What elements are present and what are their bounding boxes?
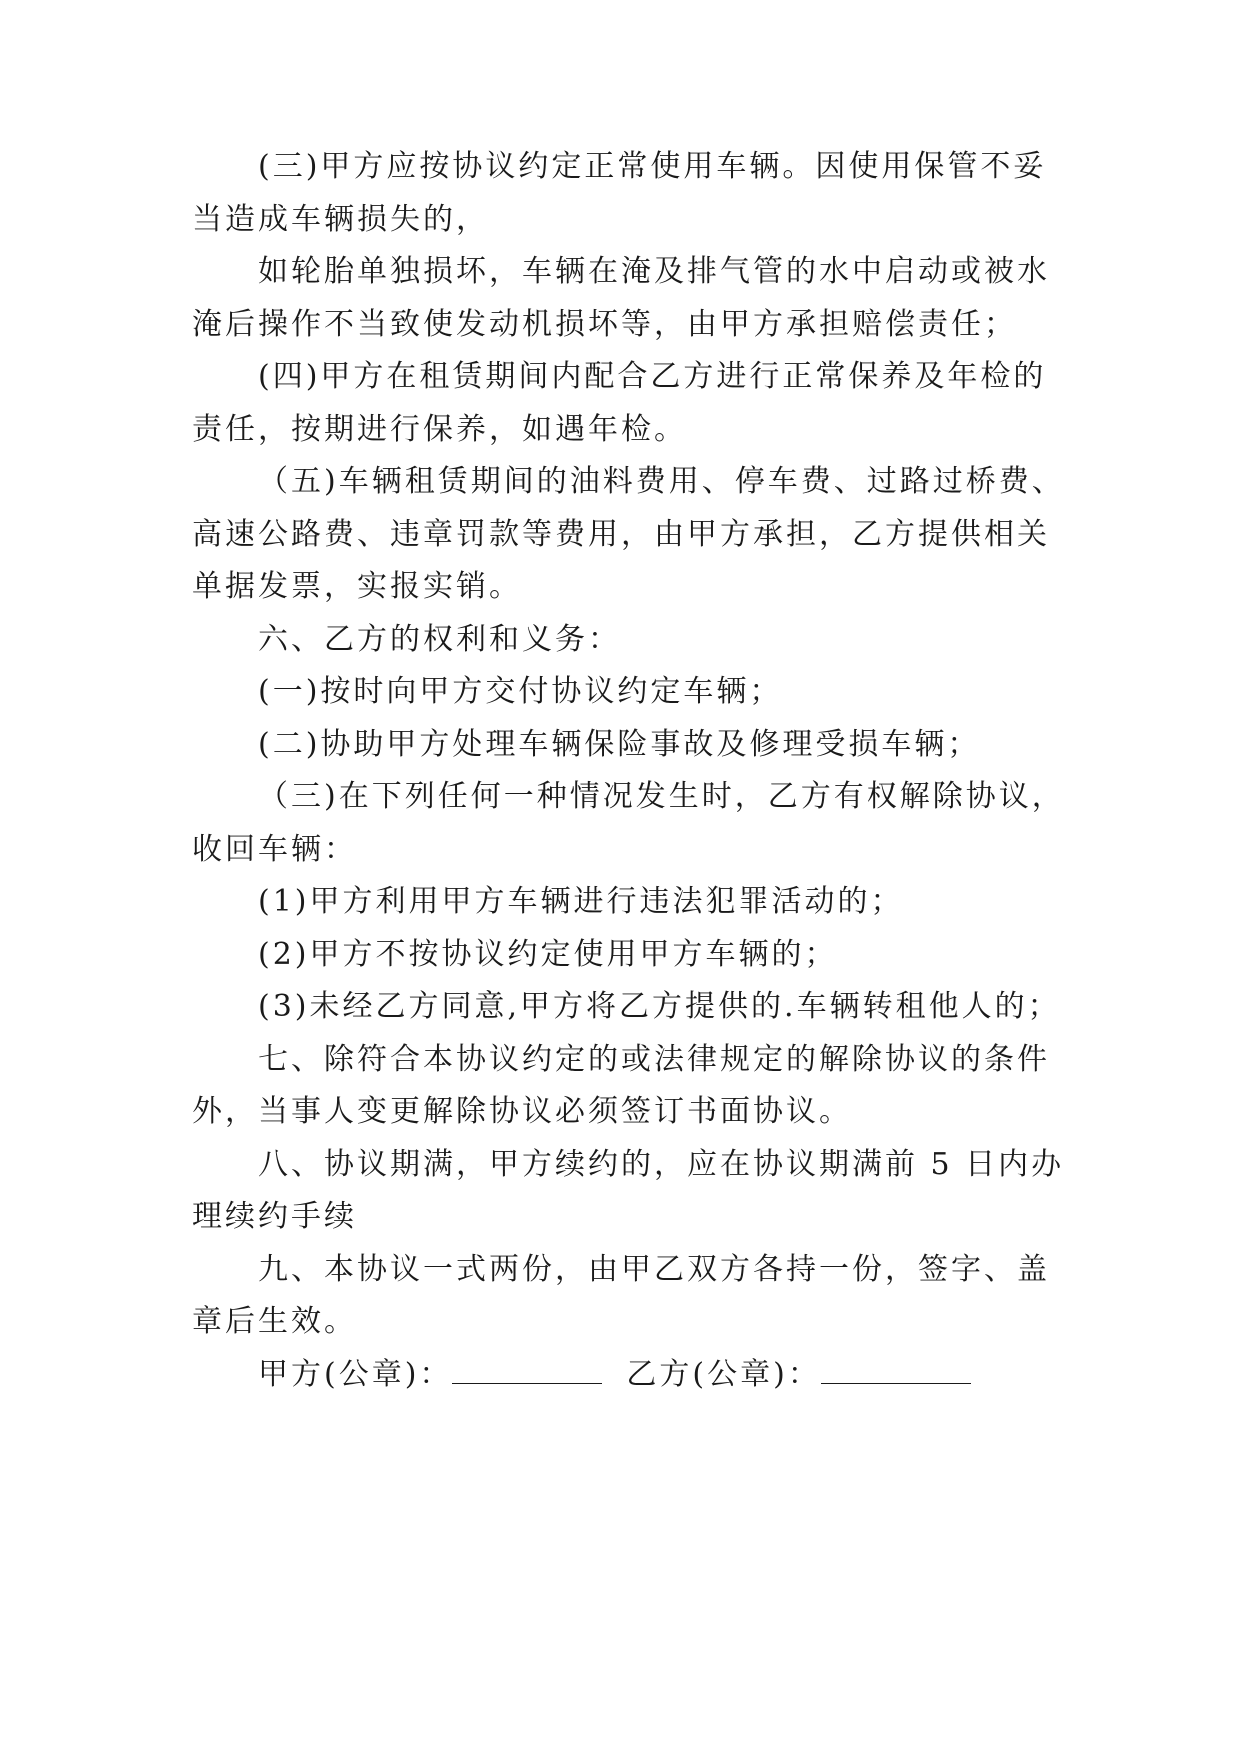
paragraph-line: 单据发票，实报实销。 bbox=[192, 569, 522, 604]
paragraph-line: 八、协议期满，甲方续约的，应在协议期满前 5 日内办 bbox=[258, 1147, 1065, 1182]
paragraph-line: 七、除符合本协议约定的或法律规定的解除协议的条件 bbox=[258, 1042, 1050, 1077]
paragraph-line: (一)按时向甲方交付协议约定车辆； bbox=[258, 674, 783, 709]
paragraph-line: (四)甲方在租赁期间内配合乙方进行正常保养及年检的 bbox=[258, 359, 1047, 394]
paragraph-line: 当造成车辆损失的， bbox=[192, 202, 489, 237]
paragraph-line: (3)未经乙方同意,甲方将乙方提供的.车辆转租他人的； bbox=[258, 989, 1061, 1024]
party-b-signature-blank bbox=[821, 1357, 971, 1384]
section-heading: 六、乙方的权利和义务： bbox=[258, 622, 621, 657]
paragraph-line: (2)甲方不按协议约定使用甲方车辆的； bbox=[258, 937, 838, 972]
paragraph-line: 收回车辆： bbox=[192, 832, 357, 867]
paragraph-line: (二)协助甲方处理车辆保险事故及修理受损车辆； bbox=[258, 727, 981, 762]
paragraph-line: 高速公路费、违章罚款等费用，由甲方承担，乙方提供相关 bbox=[192, 517, 1050, 552]
paragraph-line: （五)车辆租赁期间的油料费用、停车费、过路过桥费、 bbox=[258, 464, 1065, 499]
paragraph-line: 如轮胎单独损坏，车辆在淹及排气管的水中启动或被水 bbox=[258, 254, 1050, 289]
paragraph-line: 九、本协议一式两份，由甲乙双方各持一份，签字、盖 bbox=[258, 1252, 1050, 1287]
signature-row bbox=[258, 1355, 971, 1395]
paragraph-line: (三)甲方应按协议约定正常使用车辆。因使用保管不妥 bbox=[258, 149, 1047, 184]
party-a-seal-label: 甲方(公章)： bbox=[258, 1357, 453, 1392]
paragraph-line: (1)甲方利用甲方车辆进行违法犯罪活动的； bbox=[258, 884, 904, 919]
party-a-signature-blank bbox=[452, 1357, 602, 1384]
paragraph-line: 外，当事人变更解除协议必须签订书面协议。 bbox=[192, 1094, 852, 1129]
paragraph-line: 责任，按期进行保养，如遇年检。 bbox=[192, 412, 687, 447]
paragraph-line: 章后生效。 bbox=[192, 1304, 357, 1339]
party-b-seal-label: 乙方(公章)： bbox=[626, 1357, 821, 1392]
paragraph-line: （三)在下列任何一种情况发生时，乙方有权解除协议， bbox=[258, 779, 1065, 814]
paragraph-line: 理续约手续 bbox=[192, 1199, 357, 1234]
paragraph-line: 淹后操作不当致使发动机损坏等，由甲方承担赔偿责任； bbox=[192, 307, 1017, 342]
